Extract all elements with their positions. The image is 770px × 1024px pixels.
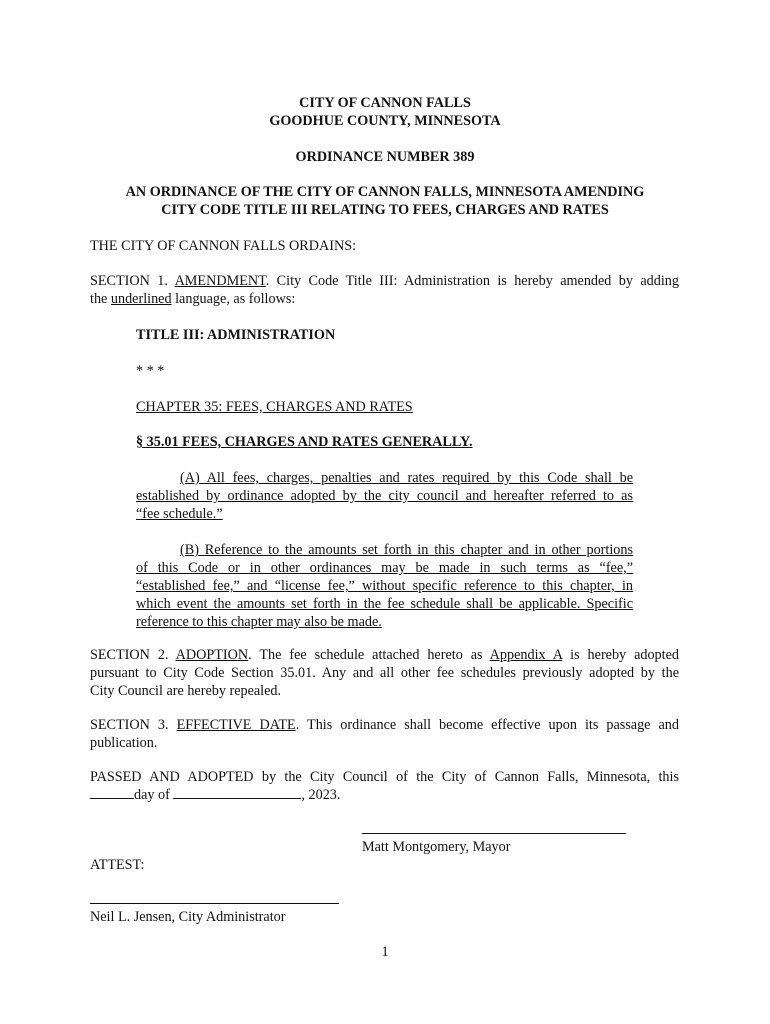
section2-line3: City Council are hereby repealed. [90,683,282,699]
section2-text-end: is hereby adopted [562,647,679,663]
section3-text: . This ordinance shall become effective upon its passage and [295,717,679,733]
para-a-line1-text: (A) All fees, charges, penalties and rates required by this Code shall be [180,470,633,486]
chapter-heading: CHAPTER 35: FEES, CHARGES AND RATES [136,399,413,415]
para-a-line1 [136,469,633,487]
section2-heading: ADOPTION [175,647,249,663]
mayor-signature-line [362,833,626,834]
year-text: , 2023. [301,787,341,803]
section2-line1 [90,646,679,664]
day-of-text: day of [134,787,170,803]
underlined-word: underlined [110,291,172,307]
administrator-signature-line [90,903,339,904]
para-b-line2: of this Code or in other ordinances may be made in such terms as “fee,” [136,560,633,576]
section1-line1 [90,272,679,290]
para-b-line5: reference to this chapter may also be made. [136,614,382,630]
para-b-line1-text: (B) Reference to the amounts set forth in this chapter and in other portions [180,542,633,558]
attest-label: ATTEST: [90,857,145,873]
passed-line1: PASSED AND ADOPTED by the City Council of the City of Cannon Falls, Minnesota, this [90,769,679,785]
administrator-name: Neil L. Jensen, City Administrator [90,909,286,925]
section-3501-heading: § 35.01 FEES, CHARGES AND RATES GENERALLY. [136,434,473,450]
section2-line2: pursuant to City Code Section 35.01. Any and all other fee schedules previously adopted by the [90,665,679,681]
section1-heading: AMENDMENT [174,273,266,289]
city-name: CITY OF CANNON FALLS [299,95,471,111]
passed-line2 [90,786,340,804]
para-a-line2: established by ordinance adopted by the city council and hereafter referred to as [136,488,633,504]
day-blank [90,786,134,799]
title-iii-heading: TITLE III: ADMINISTRATION [136,327,336,343]
section2-text: . The fee schedule attached hereto as [248,647,490,663]
para-a-line3: “fee schedule.” [136,506,223,522]
section1-line2-post: language, as follows: [171,291,296,307]
ordinance-title-line2: CITY CODE TITLE III RELATING TO FEES, CHARGES AND RATES [161,202,609,218]
month-blank [173,786,301,799]
county-name: GOODHUE COUNTY, MINNESOTA [269,113,501,129]
section1-prefix: SECTION 1. [90,273,175,289]
ordinance-number: ORDINANCE NUMBER 389 [295,149,475,165]
section3-line1 [90,716,679,734]
mayor-name: Matt Montgomery, Mayor [362,839,511,855]
appendix-a-reference: Appendix A [489,647,563,663]
section1-line2 [90,290,295,308]
asterisks-separator: * * * [136,363,165,379]
ordains-statement: THE CITY OF CANNON FALLS ORDAINS: [90,238,357,254]
para-b-line1 [136,541,633,559]
section3-line2: publication. [90,735,158,751]
page-number: 1 [381,944,389,960]
section3-heading: EFFECTIVE DATE [176,717,296,733]
section3-prefix: SECTION 3. [90,717,177,733]
para-b-line4: which event the amounts set forth in the fee schedule shall be applicable. Specific [136,596,633,612]
section1-line2-pre: the [90,291,111,307]
section2-prefix: SECTION 2. [90,647,176,663]
ordinance-title-line1: AN ORDINANCE OF THE CITY OF CANNON FALLS, MINNESOTA AMENDING [125,184,645,200]
para-b-line3: “established fee,” and “license fee,” without specific reference to this chapter, in [136,578,633,594]
section1-text: . City Code Title III: Administration is hereby amended by adding [265,273,679,289]
